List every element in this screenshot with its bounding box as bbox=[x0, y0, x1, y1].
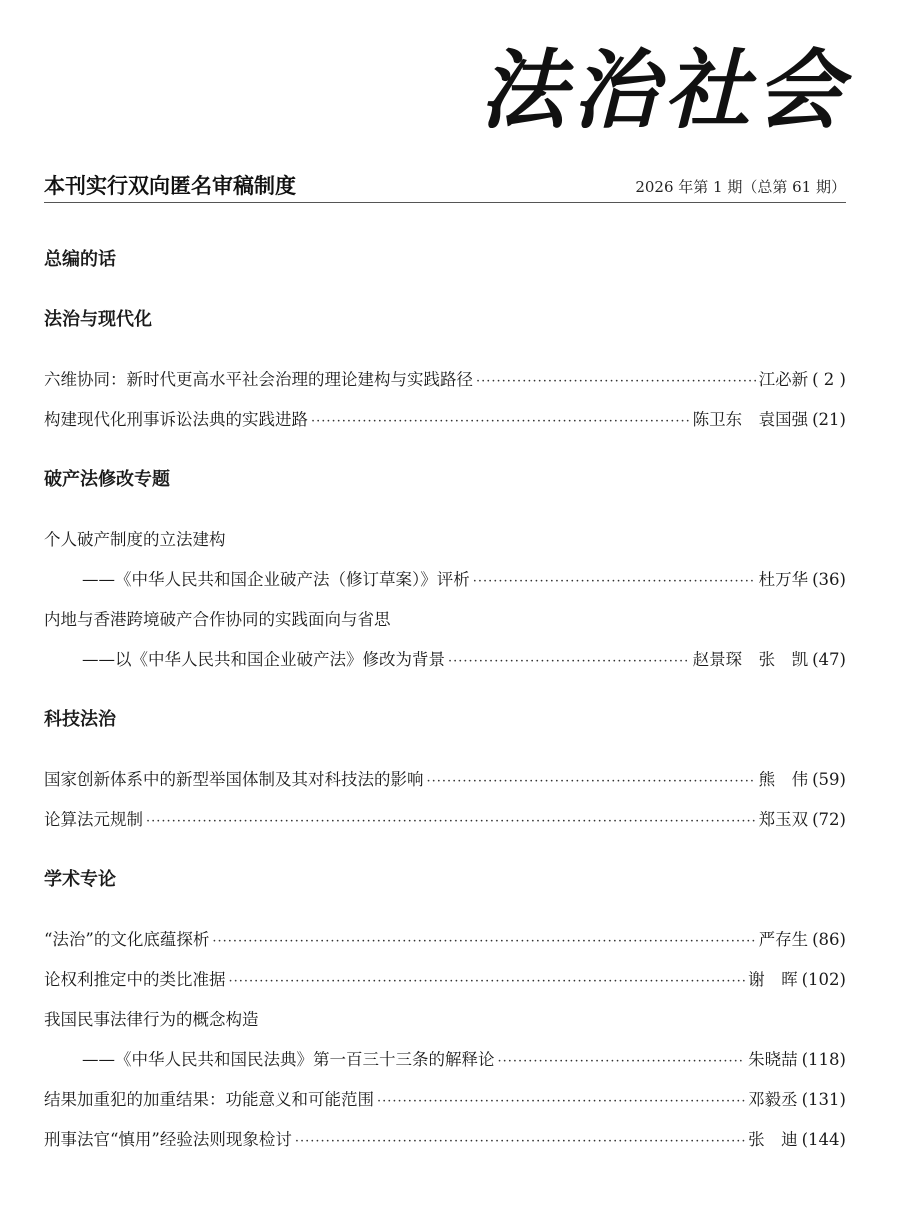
issue-number: 2026 年第 1 期（总第 61 期） bbox=[635, 178, 846, 196]
toc-entry[interactable] bbox=[44, 760, 846, 800]
toc-entry[interactable] bbox=[44, 800, 846, 840]
entry-title[interactable]: 内地与香港跨境破产合作协同的实践面向与省思 bbox=[44, 610, 391, 629]
leader-dots bbox=[448, 642, 690, 682]
toc-entry[interactable] bbox=[44, 920, 846, 960]
entry-page: (102) bbox=[801, 970, 846, 989]
section-academic: 学术专论 bbox=[44, 869, 116, 890]
entry-page: (36) bbox=[812, 570, 846, 589]
toc-entry[interactable] bbox=[44, 1080, 846, 1120]
entry-subtitle: ——《中华人民共和国民法典》第一百三十三条的解释论 bbox=[82, 1050, 495, 1069]
entry-page: (59) bbox=[812, 770, 846, 789]
toc-entry[interactable] bbox=[44, 960, 846, 1000]
entry-author: 郑玉双 bbox=[758, 810, 809, 829]
entry-page: (47) bbox=[812, 650, 846, 669]
section-tech: 科技法治 bbox=[44, 709, 116, 730]
entry-title: 构建现代化刑事诉讼法典的实践进路 bbox=[44, 410, 308, 429]
toc-entry[interactable] bbox=[44, 400, 846, 440]
entry-author: 邓毅丞 bbox=[748, 1090, 798, 1109]
toc-entry[interactable] bbox=[44, 1120, 846, 1160]
entry-title[interactable]: 我国民事法律行为的概念构造 bbox=[44, 1010, 259, 1029]
review-policy: 本刊实行双向匿名审稿制度 bbox=[44, 174, 296, 198]
entry-author: 赵景琛 张 凯 bbox=[692, 650, 809, 669]
entry-page: (118) bbox=[801, 1050, 846, 1069]
entry-author: 朱晓喆 bbox=[748, 1050, 798, 1069]
entry-author: 严存生 bbox=[758, 930, 809, 949]
journal-logo: 法治社会 bbox=[480, 40, 848, 141]
section-modernization: 法治与现代化 bbox=[44, 309, 152, 330]
entry-page: (131) bbox=[801, 1090, 846, 1109]
toc-entry[interactable] bbox=[44, 360, 846, 400]
leader-dots bbox=[377, 1082, 745, 1122]
leader-dots bbox=[146, 802, 756, 842]
entry-title: 论权利推定中的类比准据 bbox=[44, 970, 226, 989]
leader-dots bbox=[473, 562, 756, 602]
entry-page: (86) bbox=[812, 930, 846, 949]
entry-author: 陈卫东 袁国强 bbox=[692, 410, 809, 429]
leader-dots bbox=[476, 362, 756, 402]
leader-dots bbox=[311, 402, 690, 442]
leader-dots bbox=[498, 1042, 746, 1082]
entry-page: (72) bbox=[812, 810, 846, 829]
entry-author: 熊 伟 bbox=[758, 770, 809, 789]
entry-title: 国家创新体系中的新型举国体制及其对科技法的影响 bbox=[44, 770, 424, 789]
entry-title: 刑事法官“慎用”经验法则现象检讨 bbox=[44, 1130, 292, 1149]
entry-subtitle: ——《中华人民共和国企业破产法（修订草案）》评析 bbox=[82, 570, 470, 589]
entry-author: 江必新 bbox=[758, 370, 809, 389]
entry-title: “法治”的文化底蕴探析 bbox=[44, 930, 210, 949]
entry-title: 论算法元规制 bbox=[44, 810, 143, 829]
leader-dots bbox=[212, 922, 755, 962]
entry-author: 张 迪 bbox=[748, 1130, 798, 1149]
header-bar bbox=[44, 170, 846, 203]
leader-dots bbox=[427, 762, 756, 802]
entry-title[interactable]: 个人破产制度的立法建构 bbox=[44, 530, 226, 549]
section-bankruptcy: 破产法修改专题 bbox=[44, 469, 170, 490]
entry-author: 谢 晖 bbox=[748, 970, 798, 989]
table-of-contents bbox=[44, 240, 846, 1160]
leader-dots bbox=[229, 962, 746, 1002]
entry-title: 结果加重犯的加重结果：功能意义和可能范围 bbox=[44, 1090, 374, 1109]
entry-page: (21) bbox=[812, 410, 846, 429]
toc-entry[interactable] bbox=[44, 560, 846, 600]
entry-page: (144) bbox=[801, 1130, 846, 1149]
section-editor[interactable]: 总编的话 bbox=[44, 249, 116, 270]
entry-author: 杜万华 bbox=[758, 570, 809, 589]
entry-page: ( 2 ) bbox=[812, 370, 846, 389]
entry-subtitle: ——以《中华人民共和国企业破产法》修改为背景 bbox=[82, 650, 445, 669]
toc-entry[interactable] bbox=[44, 640, 846, 680]
leader-dots bbox=[295, 1122, 745, 1162]
entry-title: 六维协同：新时代更高水平社会治理的理论建构与实践路径 bbox=[44, 370, 473, 389]
toc-entry[interactable] bbox=[44, 1040, 846, 1080]
